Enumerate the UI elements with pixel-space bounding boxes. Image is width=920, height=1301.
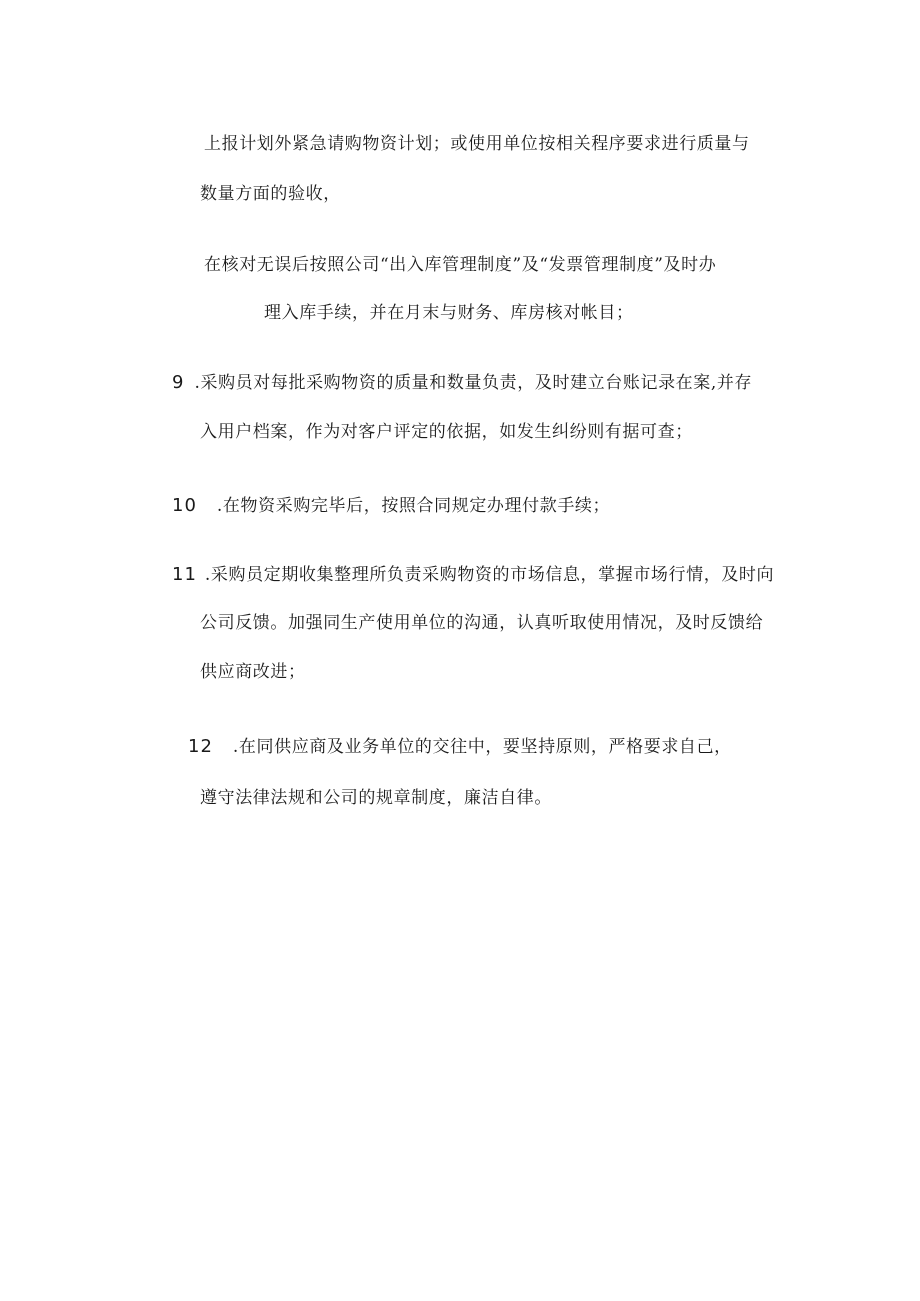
list-item-11 [172, 563, 774, 587]
text-line [200, 786, 552, 810]
text-line [200, 420, 693, 444]
line-text: 入用户档案，作为对客户评定的依据，如发生纠纷则有据可查； [200, 422, 693, 442]
line-text: 公司反馈。加强同生产使用单位的沟通，认真听取使用情况，及时反馈给 [200, 613, 764, 633]
item-number: 11 [172, 564, 197, 585]
text-line [204, 132, 750, 156]
list-item-10 [172, 494, 610, 518]
line-text: 供应商改进； [200, 662, 306, 682]
line-text: .采购员对每批采购物资的质量和数量负责，及时建立台账记录在案,并存 [194, 373, 753, 393]
line-text: 遵守法律法规和公司的规章制度，廉洁自律。 [200, 788, 552, 808]
list-item-9 [172, 371, 752, 395]
item-number: 9 [172, 372, 185, 393]
item-number: 10 [172, 495, 197, 516]
line-text: 在核对无误后按照公司“出入库管理制度”及“发票管理制度”及时办 [204, 255, 717, 275]
list-item-12 [188, 735, 732, 759]
text-line [200, 611, 763, 635]
line-text: .采购员定期收集整理所负责采购物资的市场信息，掌握市场行情，及时向 [204, 565, 775, 585]
line-text: .在同供应商及业务单位的交往中，要坚持原则，严格要求自己， [232, 737, 732, 757]
text-line [204, 253, 716, 277]
line-text: 上报计划外紧急请购物资计划；或使用单位按相关程序要求进行质量与 [204, 134, 750, 154]
line-text: .在物资采购完毕后，按照合同规定办理付款手续； [216, 496, 611, 516]
text-line [200, 182, 341, 206]
text-line [264, 301, 634, 325]
item-number: 12 [188, 736, 213, 757]
line-text: 理入库手续，并在月末与财务、库房核对帐目； [264, 303, 634, 323]
text-line [200, 660, 306, 684]
line-text: 数量方面的验收， [200, 184, 341, 204]
